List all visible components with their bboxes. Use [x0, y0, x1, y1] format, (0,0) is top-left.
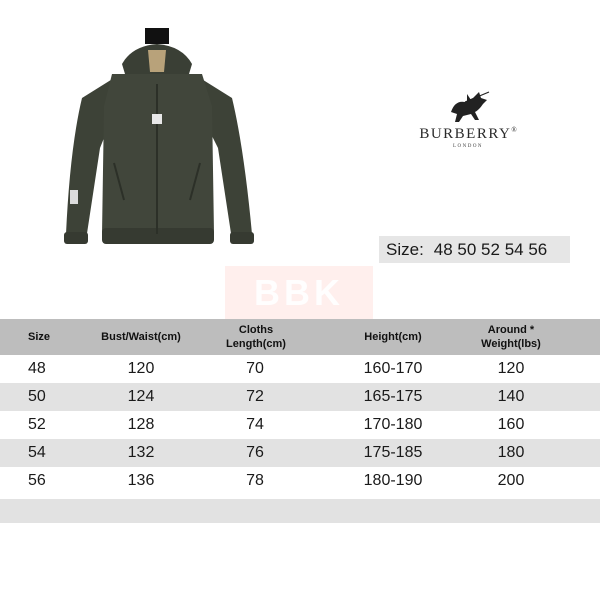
- cell-size: 50: [28, 388, 46, 405]
- cell-weight: 160: [497, 416, 525, 433]
- table-row: [0, 467, 600, 495]
- header-weight: Around * Weight(lbs): [481, 324, 541, 350]
- cell-length: 78: [246, 472, 264, 489]
- cell-weight: 180: [497, 444, 525, 461]
- header-length: Cloths Length(cm): [226, 324, 286, 350]
- equestrian-knight-icon: [445, 90, 491, 124]
- hanger-icon: [145, 28, 169, 44]
- brand-logo: [398, 90, 538, 149]
- size-banner-values: 48 50 52 54 56: [433, 239, 548, 259]
- table-footer-bar: [0, 499, 600, 523]
- table-row: [0, 439, 600, 467]
- cell-height: 165-175: [363, 388, 423, 405]
- brand-location: LONDON: [452, 144, 484, 149]
- header-height: Height(cm): [364, 331, 422, 343]
- size-banner-label: Size:: [386, 239, 424, 259]
- jacket-image: [52, 28, 262, 250]
- cell-bust: 124: [127, 388, 155, 405]
- table-row: [0, 383, 600, 411]
- size-banner: [379, 236, 570, 263]
- cell-size: 56: [28, 472, 46, 489]
- cell-size: 48: [28, 360, 46, 377]
- cell-weight: 200: [497, 472, 525, 489]
- header-size: Size: [28, 331, 51, 343]
- cell-weight: 140: [497, 388, 525, 405]
- table-row: [0, 355, 600, 383]
- cell-size: 54: [28, 444, 46, 461]
- watermark: BBK: [225, 266, 373, 320]
- cell-bust: 136: [127, 472, 155, 489]
- cell-length: 76: [246, 444, 264, 461]
- cell-weight: 120: [497, 360, 525, 377]
- cell-height: 180-190: [363, 472, 423, 489]
- brand-wordmark: BURBERRY®: [419, 126, 517, 142]
- cell-bust: 128: [127, 416, 155, 433]
- cell-bust: 120: [127, 360, 155, 377]
- header-bust-waist: Bust/Waist(cm): [101, 331, 181, 343]
- cell-bust: 132: [127, 444, 155, 461]
- cell-height: 170-180: [363, 416, 423, 433]
- size-table: [0, 319, 600, 523]
- cell-height: 160-170: [363, 360, 423, 377]
- table-header: [0, 319, 600, 355]
- cell-length: 72: [246, 388, 264, 405]
- cell-size: 52: [28, 416, 46, 433]
- cell-length: 74: [246, 416, 264, 433]
- cell-length: 70: [246, 360, 264, 377]
- cell-height: 175-185: [363, 444, 423, 461]
- table-row: [0, 411, 600, 439]
